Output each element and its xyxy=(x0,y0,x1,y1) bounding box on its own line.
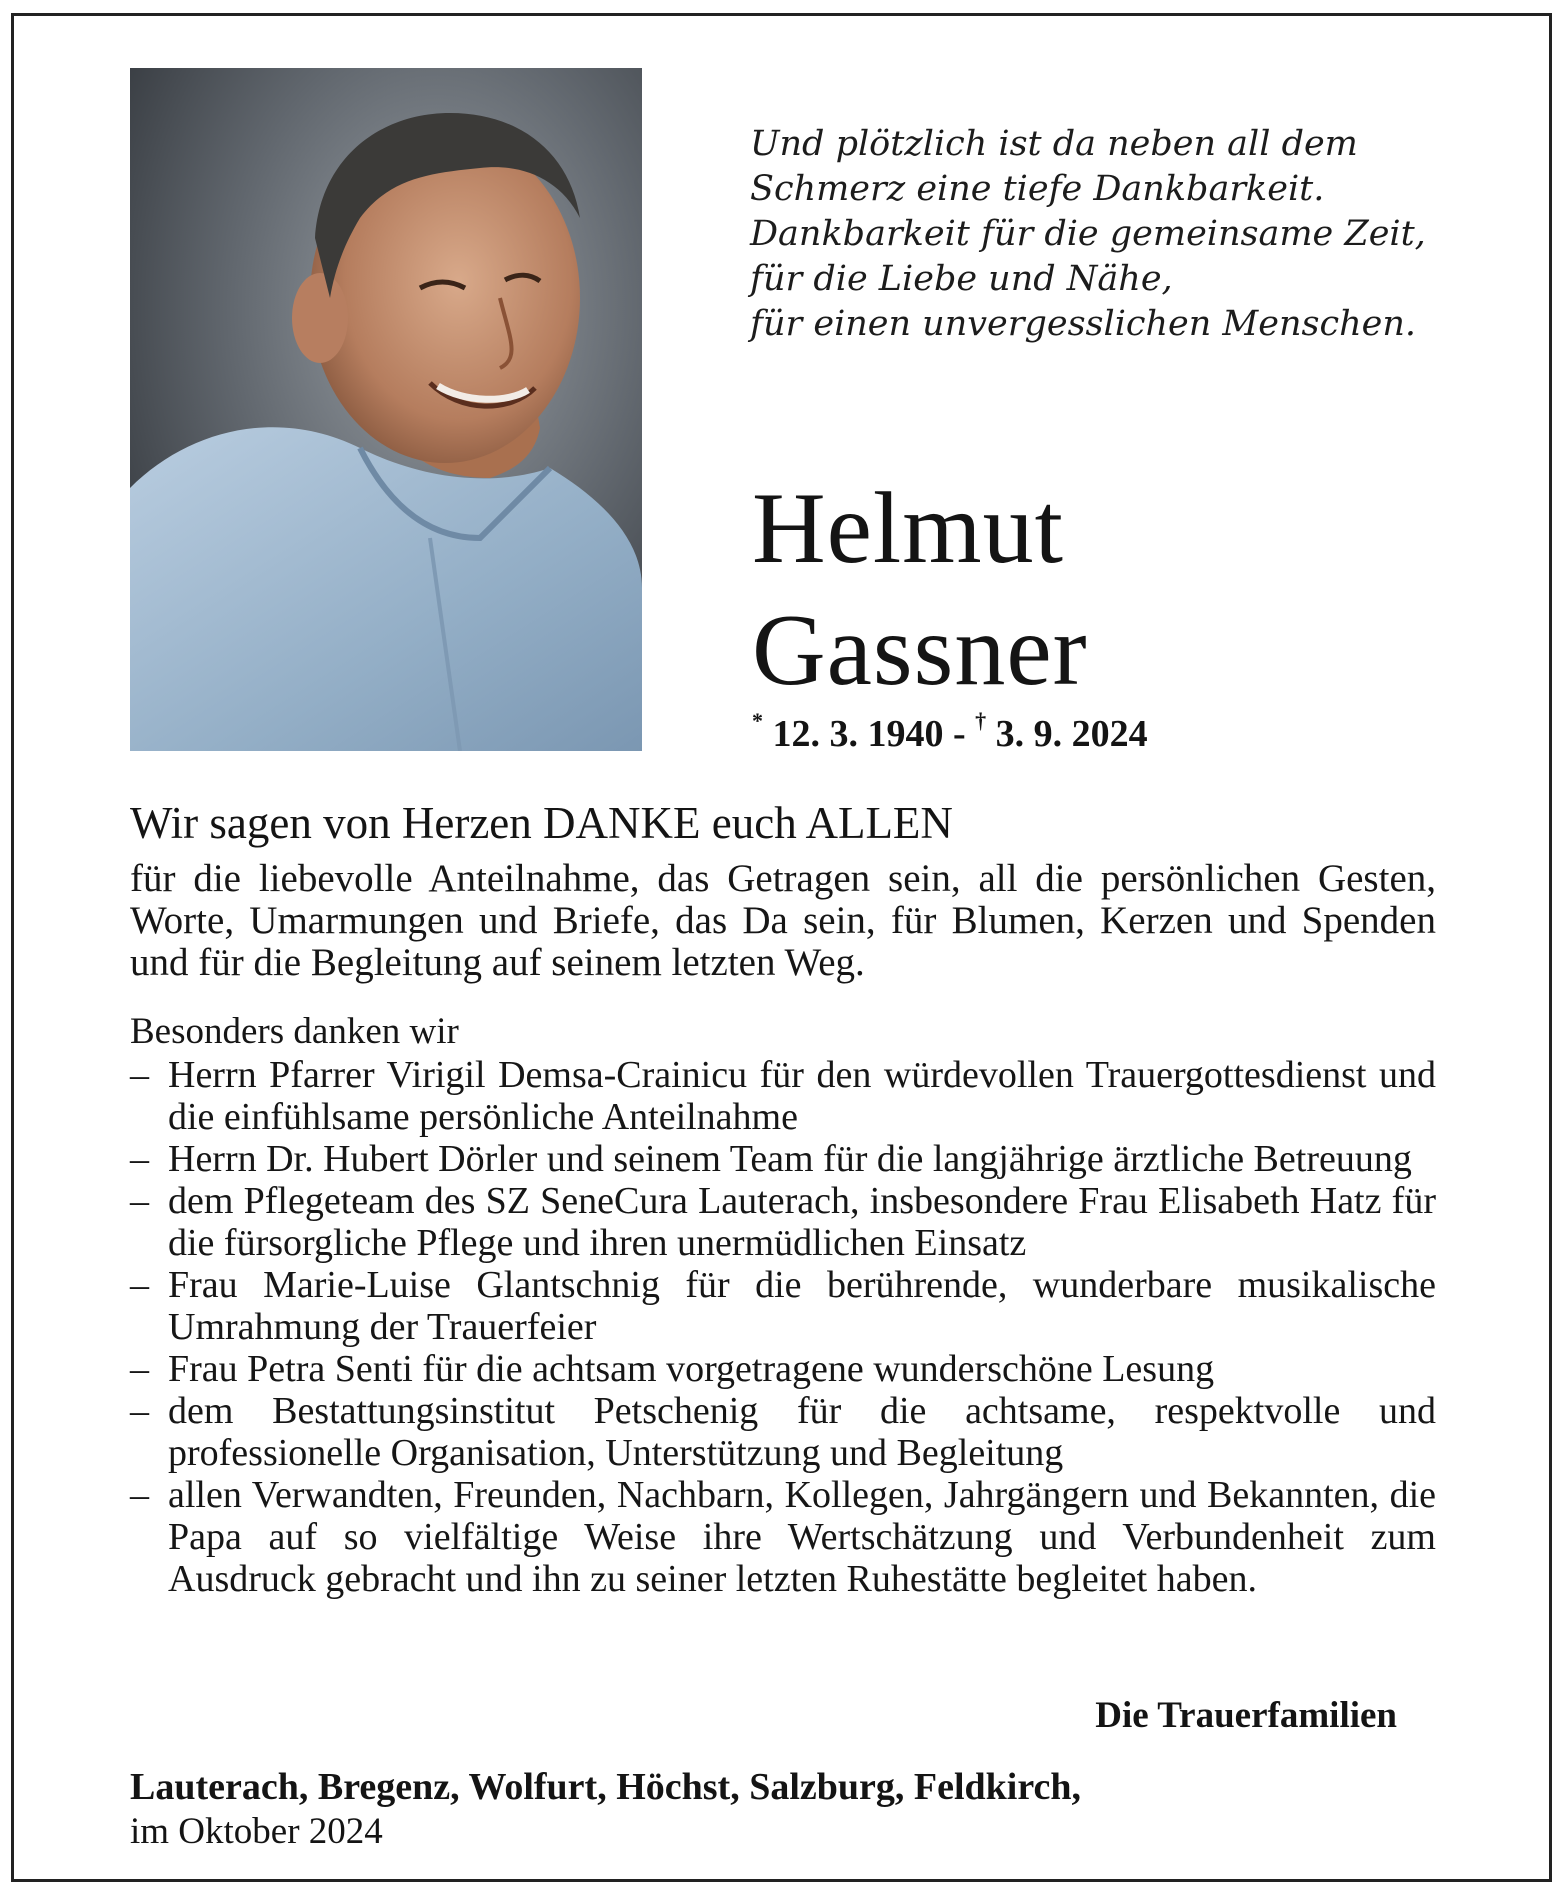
last-name: Gassner xyxy=(752,594,1088,707)
poem-line: für einen unvergesslichen Menschen. xyxy=(750,304,1417,344)
special-thanks-intro: Besonders danken wir xyxy=(130,1011,459,1052)
footer-places: Lauterach, Bregenz, Wolfurt, Höchst, Salzburg, Feldkirch, xyxy=(130,1766,1082,1808)
birth-symbol: * xyxy=(752,708,763,734)
footer-date: im Oktober 2024 xyxy=(130,1811,383,1852)
poem-line: Dankbarkeit für die gemeinsame Zeit, xyxy=(750,214,1426,254)
portrait-photo xyxy=(130,68,642,751)
list-item: – Herrn Dr. Hubert Dörler und seinem Team für die langjährige ärztliche Betreuung xyxy=(130,1138,1436,1180)
poem-line: für die Liebe und Nähe, xyxy=(750,259,1173,299)
thanks-paragraph: für die liebevolle Anteilnahme, das Getragen sein, all die persönlichen Gesten, Worte, Umarmungen und Briefe, das Da sein, für Blumen, Kerzen und Spenden und für die Begleitung auf seinem letzten Weg. xyxy=(130,857,1436,984)
thanks-heading: Wir sagen von Herzen DANKE euch ALLEN xyxy=(130,798,953,848)
portrait-illustration xyxy=(130,68,642,751)
poem-line: Und plötzlich ist da neben all dem xyxy=(750,124,1358,164)
death-symbol: † xyxy=(975,708,987,734)
life-dates xyxy=(752,708,1148,756)
list-item: – dem Pflegeteam des SZ SeneCura Lauterach, insbesondere Frau Elisabeth Hatz für die fürsorgliche Pflege und ihren unermüdlichen Einsatz xyxy=(130,1180,1436,1264)
list-item: – Frau Petra Senti für die achtsam vorgetragene wunderschöne Lesung xyxy=(130,1348,1436,1390)
list-item: – dem Bestattungsinstitut Petschenig für die achtsame, respektvolle und professionelle Organisation, Unterstützung und Begleitung xyxy=(130,1390,1436,1474)
signature: Die Trauerfamilien xyxy=(1095,1695,1397,1736)
death-date: 3. 9. 2024 xyxy=(995,713,1148,755)
list-item: – allen Verwandten, Freunden, Nachbarn, Kollegen, Jahrgängern und Bekannten, die Papa auf so vielfältige Weise ihre Wertschätzung und Verbundenheit zum Ausdruck gebracht und ihn zu seiner letzten Ruhestätte begleitet haben. xyxy=(130,1474,1436,1600)
first-name: Helmut xyxy=(752,472,1064,585)
date-separator: - xyxy=(943,713,976,755)
poem-line: Schmerz eine tiefe Dankbarkeit. xyxy=(750,169,1325,209)
thanks-list xyxy=(130,1054,1436,1600)
birth-date: 12. 3. 1940 xyxy=(772,713,944,755)
list-item: – Frau Marie-Luise Glantschnig für die berührende, wunderbare musikalische Umrahmung der Trauerfeier xyxy=(130,1264,1436,1348)
deceased-name xyxy=(752,468,1088,712)
list-item: – Herrn Pfarrer Virigil Demsa-Crainicu für den würdevollen Trauergottesdienst und die einfühlsame persönliche Anteilnahme xyxy=(130,1054,1436,1138)
poem xyxy=(750,122,1426,347)
